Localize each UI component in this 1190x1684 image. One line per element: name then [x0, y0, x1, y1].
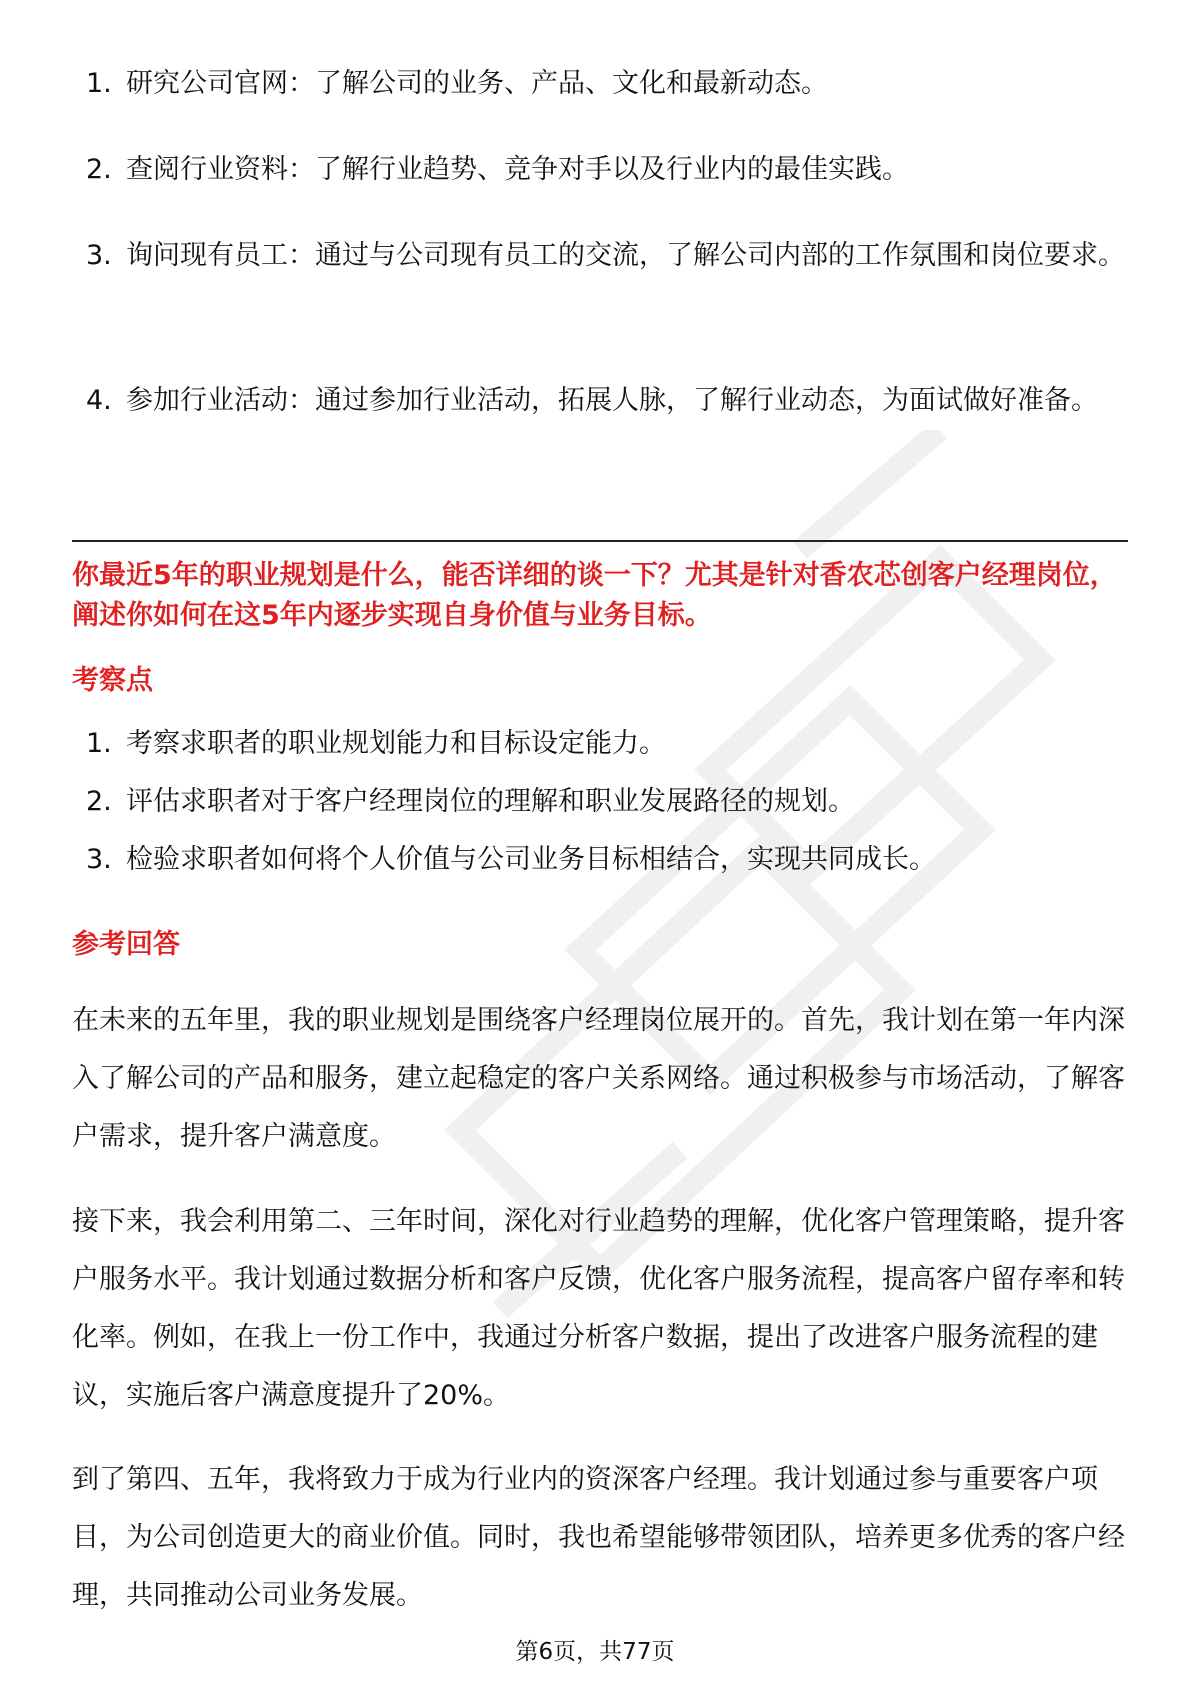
points-list: [72, 724, 1128, 898]
list-number: 3.: [86, 844, 112, 875]
answer-heading: 参考回答: [72, 929, 180, 960]
list-number: 2.: [86, 786, 112, 817]
list-number: 2.: [86, 154, 112, 185]
list-number: 1.: [86, 728, 112, 759]
list-number: 3.: [86, 240, 112, 271]
interview-question: 你最近5年的职业规划是什么，能否详细的谈一下？尤其是针对香农芯创客户经理岗位，阐述你如何在这5年内逐步实现自身价值与业务目标。: [72, 560, 1117, 631]
list-text: 评估求职者对于客户经理岗位的理解和职业发展路径的规划。: [126, 786, 855, 817]
list-number: 1.: [86, 68, 112, 99]
page-footer: 第6页，共77页: [515, 1639, 675, 1665]
list-item: [72, 142, 909, 198]
list-text: 研究公司官网：了解公司的业务、产品、文化和最新动态。: [126, 68, 828, 99]
list-item: [72, 373, 1098, 429]
section-divider: [72, 540, 1128, 542]
list-text: 考察求职者的职业规划能力和目标设定能力。: [126, 728, 666, 759]
list-number: 4.: [86, 385, 112, 416]
list-item: [72, 724, 1128, 764]
list-item: [72, 56, 828, 112]
list-item: [72, 840, 1128, 880]
answer-paragraph: 到了第四、五年，我将致力于成为行业内的资深客户经理。我计划通过参与重要客户项目，为公司创造更大的商业价值。同时，我也希望能够带领团队，培养更多优秀的客户经理，共同推动公司业务发展。: [72, 1464, 1125, 1611]
list-text: 询问现有员工：通过与公司现有员工的交流，了解公司内部的工作氛围和岗位要求。: [126, 240, 1125, 271]
answer-paragraph: 接下来，我会利用第二、三年时间，深化对行业趋势的理解，优化客户管理策略，提升客户服务水平。我计划通过数据分析和客户反馈，优化客户服务流程，提高客户留存率和转化率。例如，在我上一份工作中，我通过分析客户数据，提出了改进客户服务流程的建议，实施后客户满意度提升了20%。: [72, 1206, 1125, 1411]
list-text: 查阅行业资料：了解行业趋势、竞争对手以及行业内的最佳实践。: [126, 154, 909, 185]
list-text: 参加行业活动：通过参加行业活动，拓展人脉，了解行业动态，为面试做好准备。: [126, 385, 1098, 416]
list-item: [72, 782, 1128, 822]
list-text: 检验求职者如何将个人价值与公司业务目标相结合，实现共同成长。: [126, 844, 936, 875]
list-item: [72, 228, 1125, 284]
points-heading: 考察点: [72, 665, 153, 696]
answer-paragraph: 在未来的五年里，我的职业规划是围绕客户经理岗位展开的。首先，我计划在第一年内深入了解公司的产品和服务，建立起稳定的客户关系网络。通过积极参与市场活动，了解客户需求，提升客户满意度。: [72, 1005, 1125, 1152]
